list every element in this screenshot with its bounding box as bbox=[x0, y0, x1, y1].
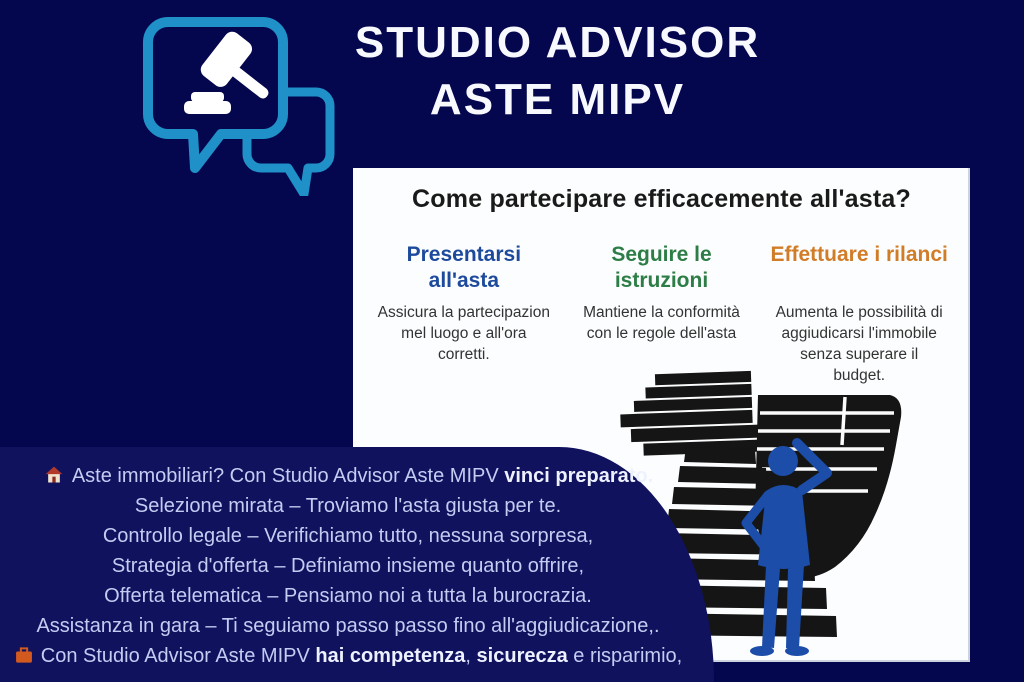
column-body: Aumenta le possibilità di aggiudicarsi l'immobile senza superare il budget. bbox=[775, 304, 943, 384]
column-title: Seguire le istruzioni bbox=[611, 243, 712, 292]
card-columns bbox=[353, 214, 970, 386]
outro-line-7-mid: , bbox=[465, 645, 477, 667]
gavel-chat-logo bbox=[133, 4, 338, 196]
column-body: Mantiene la conformità con le regole dell'asta bbox=[583, 304, 740, 342]
outro-line-1-text: Aste immobiliari? Con Studio Advisor Aste MIPV bbox=[71, 465, 505, 487]
outro-line-2: Selezione mirata – Troviamo l'asta giusta per te. bbox=[134, 495, 562, 517]
briefcase-icon bbox=[14, 646, 34, 665]
page-title bbox=[335, 14, 780, 128]
column-presentarsi bbox=[373, 242, 555, 386]
outro-line-3: Controllo legale – Verifichiamo tutto, nessuna sorpresa, bbox=[102, 525, 594, 547]
card-heading: Come partecipare efficacemente all'asta? bbox=[412, 185, 911, 213]
outro-text-block bbox=[0, 461, 696, 671]
outro-line-1-bold: vinci preparato. bbox=[504, 465, 654, 487]
outro-line-7-text: Con Studio Advisor Aste MIPV bbox=[40, 645, 316, 667]
title-line-2: ASTE MIPV bbox=[429, 75, 686, 124]
outro-line-1 bbox=[0, 461, 696, 491]
column-body: Assicura la partecipazion mel luogo e all'ora corretti. bbox=[377, 304, 550, 363]
outro-line-4: Strategia d'offerta – Definiamo insieme quanto offrire, bbox=[111, 555, 585, 577]
column-title: Presentarsi all'asta bbox=[406, 243, 522, 292]
outro-line-5: Offerta telematica – Pensiamo noi a tutta la burocrazia. bbox=[104, 585, 592, 607]
title-line-1: STUDIO ADVISOR bbox=[354, 18, 761, 67]
outro-line-7-post: e risparimio, bbox=[567, 645, 683, 667]
stairs-left-flight bbox=[619, 371, 764, 457]
column-title: Effettuare i rilanci bbox=[770, 243, 948, 266]
outro-line-7-bold-1: hai competenza bbox=[315, 645, 466, 667]
outro-line-6: Assistanza in gara – Ti seguiamo passo passo fino all'aggiudicazione,. bbox=[36, 615, 660, 637]
outro-line-7 bbox=[0, 641, 696, 671]
outro-line-7-bold-2: sicurecza bbox=[476, 645, 568, 667]
house-icon bbox=[43, 465, 65, 485]
